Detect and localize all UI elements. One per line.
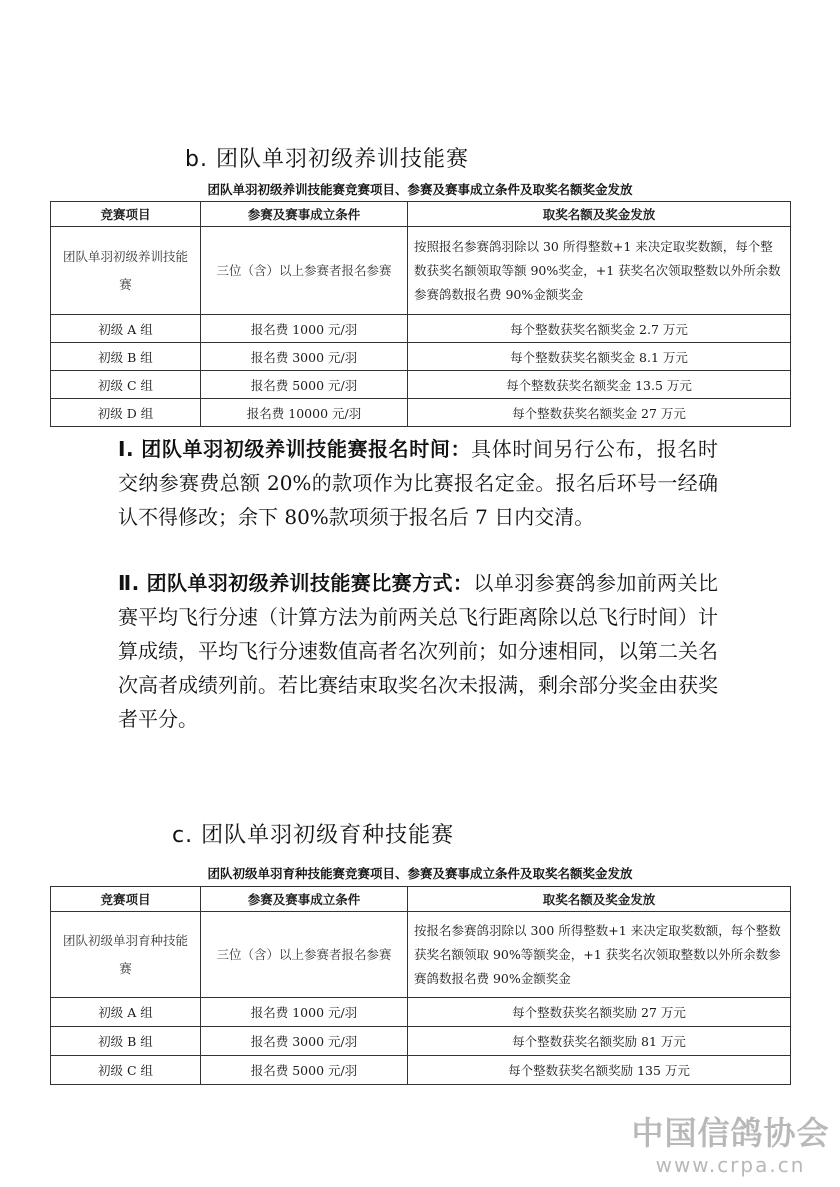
header-cell: 参赛及赛事成立条件 [201,202,408,227]
group-cell: 初级 B 组 [51,343,201,371]
table-row [51,998,791,1027]
group-cell: 初级 A 组 [51,315,201,343]
prize-cell: 每个整数获奖名额奖金 27 万元 [408,399,791,427]
condition-cell: 三位（含）以上参赛者报名参赛 [201,912,408,998]
fee-cell: 报名费 3000 元/羽 [201,1027,408,1056]
group-cell: 初级 B 组 [51,1027,201,1056]
section-c-table [50,886,791,1085]
section-c-table-caption: 团队初级单羽育种技能赛竞赛项目、参赛及赛事成立条件及取奖名额奖金发放 [207,866,633,881]
section-c-heading: c. 团队单羽初级育种技能赛 [172,823,455,848]
rule-cell: 按报名参赛鸽羽除以 300 所得整数+1 来决定取奖数额，每个整数获奖名额领取 90%等额奖金，+1 获奖名次领取整数以外所余数参赛鸽数报名费 90%金额奖金 [408,912,791,998]
table-header-row [51,887,791,912]
group-cell: 初级 C 组 [51,371,201,399]
competition-method-body: 以单羽参赛鸽参加前两关比赛平均飞行分速（计算方法为前两关总飞行距离除以总飞行时间）计算成绩，平均飞行分速数值高者名次列前；如分速相同，以第二关名次高者成绩列前。若比赛结束取奖名次未报满，剩余部分奖金由获奖者平分。 [118,571,719,731]
table-row [51,912,791,998]
fee-cell: 报名费 5000 元/羽 [201,371,408,399]
fee-cell: 报名费 3000 元/羽 [201,343,408,371]
group-cell: 初级 D 组 [51,399,201,427]
watermark-name: 中国信鸽协会 [631,1114,830,1152]
section-b-heading: b. 团队单羽初级养训技能赛 [185,147,469,172]
prize-cell: 每个整数获奖名额奖金 8.1 万元 [408,343,791,371]
header-cell: 取奖名额及奖金发放 [408,202,791,227]
crpa-watermark-logo [628,1113,833,1177]
table-header-row [51,202,791,227]
table-row [51,315,791,343]
competition-method-paragraph [118,566,718,736]
table-row [51,1056,791,1085]
fee-cell: 报名费 10000 元/羽 [201,399,408,427]
prize-cell: 每个整数获奖名额奖金 2.7 万元 [408,315,791,343]
condition-cell: 三位（含）以上参赛者报名参赛 [201,227,408,315]
table-row [51,343,791,371]
group-cell: 初级 C 组 [51,1056,201,1085]
rule-cell: 按照报名参赛鸽羽除以 30 所得整数+1 来决定取奖数额，每个整数获奖名额领取等额 90%奖金，+1 获奖名次领取整数以外所余数参赛鸽数报名费 90%金额奖金 [408,227,791,315]
item-cell: 团队单羽初级养训技能赛 [51,227,201,315]
registration-time-paragraph [118,432,718,534]
item-cell: 团队初级单羽育种技能赛 [51,912,201,998]
prize-cell: 每个整数获奖名额奖励 27 万元 [408,998,791,1027]
registration-time-body: 具体时间另行公布，报名时交纳参赛费总额 20%的款项作为比赛报名定金。报名后环号一经确认不得修改；余下 80%款项须于报名后 7 日内交清。 [118,437,718,529]
header-cell: 竞赛项目 [51,887,201,912]
prize-cell: 每个整数获奖名额奖励 135 万元 [408,1056,791,1085]
fee-cell: 报名费 5000 元/羽 [201,1056,408,1085]
fee-cell: 报名费 1000 元/羽 [201,998,408,1027]
table-row [51,399,791,427]
competition-method-lead: Ⅱ. 团队单羽初级养训技能赛比赛方式： [118,571,474,595]
registration-time-lead: Ⅰ. 团队单羽初级养训技能赛报名时间： [118,437,472,461]
prize-cell: 每个整数获奖名额奖励 81 万元 [408,1027,791,1056]
header-cell: 竞赛项目 [51,202,201,227]
watermark-url: www.crpa.cn [655,1153,806,1177]
header-cell: 取奖名额及奖金发放 [408,887,791,912]
section-b-table-caption: 团队单羽初级养训技能赛竞赛项目、参赛及赛事成立条件及取奖名额奖金发放 [207,182,633,197]
table-row [51,371,791,399]
prize-cell: 每个整数获奖名额奖金 13.5 万元 [408,371,791,399]
fee-cell: 报名费 1000 元/羽 [201,315,408,343]
header-cell: 参赛及赛事成立条件 [201,887,408,912]
group-cell: 初级 A 组 [51,998,201,1027]
section-b-table [50,201,791,427]
table-row [51,227,791,315]
table-row [51,1027,791,1056]
